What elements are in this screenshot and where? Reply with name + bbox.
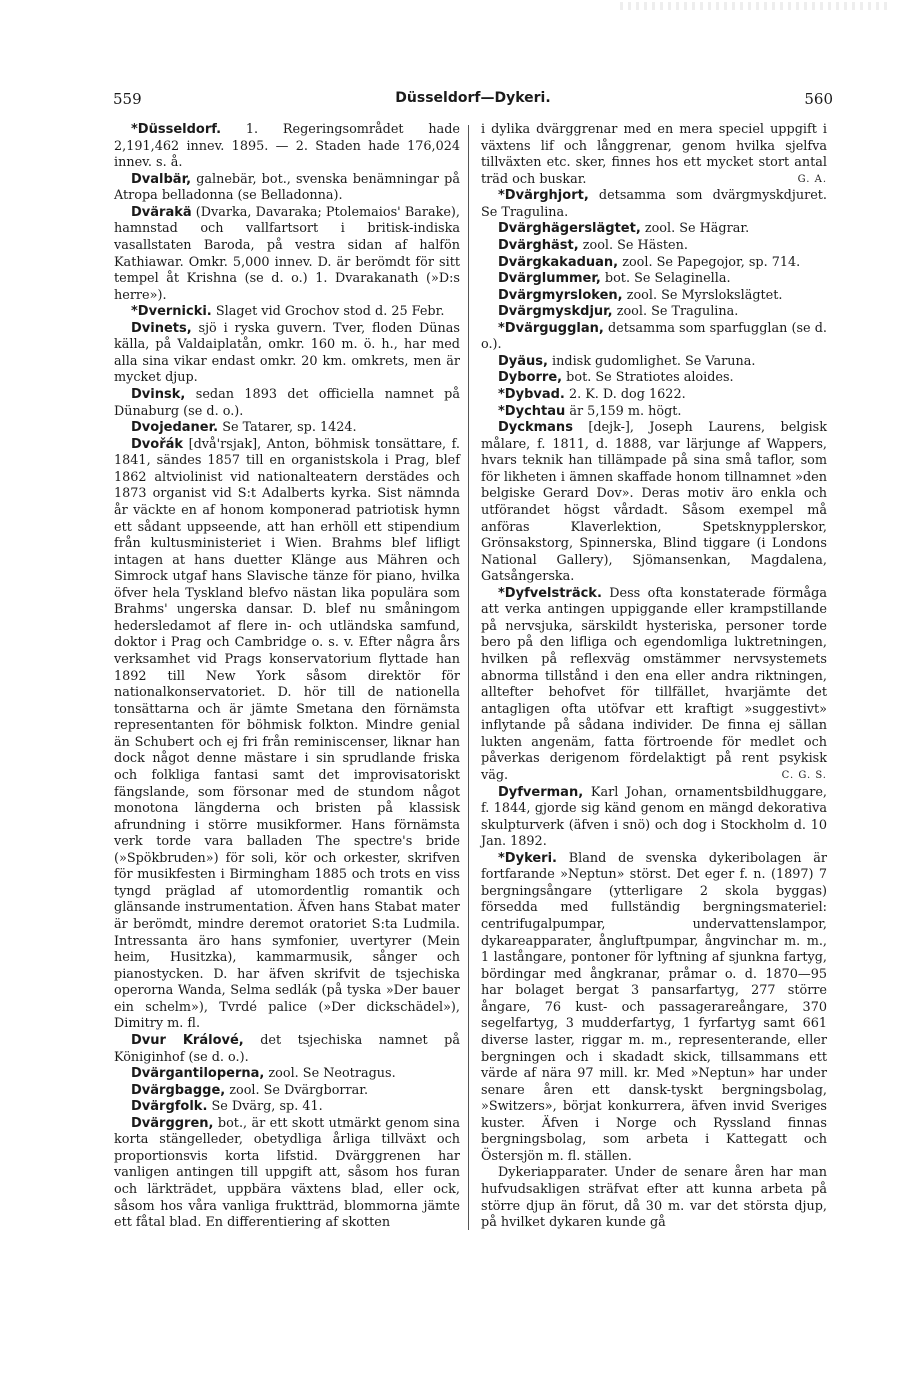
dictionary-entry (114, 1099, 460, 1116)
entry-text: bot. Se Selaginella. (604, 271, 731, 287)
dictionary-entry (114, 122, 460, 172)
entry-headword: Dvärgkakaduan, (498, 254, 619, 270)
entry-headword: *Dvernicki. (131, 304, 212, 320)
dictionary-entry (114, 1066, 460, 1083)
dictionary-entry (114, 387, 460, 420)
dictionary-entry (114, 304, 460, 321)
entry-headword: Dvärgantiloperna, (131, 1066, 265, 1082)
entry-headword: Dyckmans (498, 420, 573, 436)
dictionary-entry (481, 387, 827, 404)
entry-text: zool. Se Hästen. (582, 237, 688, 253)
author-signature: G. A. (797, 173, 827, 185)
entry-headword: Dvärgfolk. (131, 1099, 208, 1115)
entry-text: zool. Se Papegojor, sp. 714. (622, 254, 801, 270)
dictionary-entry (114, 1033, 460, 1066)
entry-text: 1. Regeringsområdet hade 2,191,462 innev. 1895. — 2. Staden hade 176,024 innev. s. å. (114, 122, 460, 171)
entry-headword: Dvärghäst, (498, 237, 579, 253)
entry-text: zool. Se Dvärgborrar. (229, 1082, 369, 1098)
entry-text: (Dvarka, Davaraka; Ptolemaios' Barake), hamnstad och vallfartsort i britisk-indiska vasallstaten Baroda, på vestra sidan af halfön Kathiawar. Omkr. 5,000 innev. D. är berömdt för sitt tempel åt Krishna (se d. o.) 1. Dvarakanath (»D:s herre»). (114, 204, 460, 303)
dictionary-entry (481, 420, 827, 586)
entry-headword: Dyäus, (498, 353, 548, 369)
entry-text: i dylika dvärggrenar med en mera speciel uppgift i växtens lif och långgrenar, genom hvilka sjelfva tillväxten etc. sker, finnes hos ett mycket stort antal träd och buskar. (481, 122, 827, 187)
dictionary-entry (481, 321, 827, 354)
entry-text: indisk gudomlighet. Se Varuna. (552, 353, 756, 369)
dictionary-entry (481, 404, 827, 421)
entry-headword: *Dvärgugglan, (498, 320, 604, 336)
page-number-left: 559 (113, 90, 142, 108)
entry-text: Karl Johan, ornamentsbildhuggare, f. 1844, gjorde sig känd genom en mängd dekorativa skulpturverk (äfven i snö) och dog i Stockholm d. 10 Jan. 1892. (481, 784, 827, 850)
dictionary-entry (114, 1116, 460, 1232)
entry-text: zool. Se Neotragus. (268, 1066, 396, 1082)
entry-headword: Dvur Králové, (131, 1032, 244, 1048)
entry-headword: *Dykeri. (498, 850, 557, 866)
entry-text: Se Tatarer, sp. 1424. (222, 420, 357, 436)
entry-headword: *Düsseldorf. (131, 122, 222, 137)
author-signature: C. G. S. (781, 769, 827, 781)
dictionary-entry (481, 304, 827, 321)
scan-artifact (620, 2, 890, 10)
dictionary-entry (481, 586, 827, 785)
entry-text: zool. Se Myrslokslägtet. (626, 287, 783, 303)
dictionary-entry (114, 1083, 460, 1100)
dictionary-entry (481, 288, 827, 305)
entry-text: detsamma som sparfugglan (se d. o.). (481, 320, 827, 353)
entry-headword: Dvinets, (131, 320, 192, 336)
dictionary-entry (481, 271, 827, 288)
entry-headword: Dvärghägerslägtet, (498, 221, 641, 237)
entry-headword: Dvärgmyskdjur, (498, 304, 613, 320)
entry-headword: Dyborre, (498, 370, 563, 386)
dictionary-entry (481, 1165, 827, 1231)
entry-headword: Dvalbär, (131, 171, 192, 187)
entry-text: zool. Se Hägrar. (644, 221, 750, 237)
dictionary-entry (481, 188, 827, 221)
entry-headword: Dyfverman, (498, 784, 584, 800)
entry-text: [dejk-], Joseph Laurens, belgisk målare, f. 1811, d. 1888, var lärjunge af Wappers, hvars teknik han tillämpade på sina små taflor, som för likheten i ämnen skaffade honom tillnamnet »den belgiske Gerard Dov». Deras motiv äro enkla och utförandet högst vårdadt. Såsom exempel må anföras Klaverlektion, Spetsknypplerskor, Grönsakstorg, Spinnerska, Blind tiggare (i Londons National Gallery), Sjömansenkan, Magdalena, Gatsångerska. (481, 420, 827, 585)
column-divider (468, 125, 469, 1230)
page-header (113, 90, 833, 112)
entry-text: [dvå'rsjak], Anton, böhmisk tonsättare, f. 1841, sändes 1857 till en organistskola i Prag, blef 1862 altviolinist vid nationalteatern derstädes och 1873 organist vid S:t Adalberts kyrka. Sist nämnda år väckte en af honom komponerad patriotisk hymn ett sådant uppseende, att han erhöll ett stipendium från kultusministeriet i Wien. Brahms blef lifligt intagen at hans duetter Klänge aus Mähren och Simrock utgaf hans Slavische tänze för piano, hvilka öfver hela Tyskland blefvo nästan lika populära som Brahms' ungerska dansar. D. blef nu småningom hedersledamot af flere in- och utländska samfund, doktor i Prag och Cambridge o. s. v. Efter några års verksamhet vid Prags konservatorium flyttade han 1892 till New York såsom direktör för nationalkonservatoriet. D. hör till de nationella tonsättarna och är jämte Smetana den förnämsta representanten för böhmisk folkton. Mindre genial än Schubert och ej fri från reminiscenser, liknar han dock något denne mästare i sin sprudlande friska och folkliga fantasi samt det improvisatoriskt fängslande, som försonar med de stundom något monotona längderna och bristen på klassisk afrundning i större musikformer. Hans förnämsta verk torde vara balladen The spectre's bride (»Spökbruden») för soli, kör och orkester, skrifven för musikfesten i Birmingham 1885 och trots en viss tyngd präglad af utomordentlig romantik och glänsande instrumentation. Äfven hans Stabat mater är berömdt, mindre deremot oratoriet S:ta Ludmila. Intressanta äro hans symfonier, uvertyrer (Mein heim, Husitzka), kammarmusik, sånger och pianostycken. D. har äfven skrifvit de tsjechiska operorna Wanda, Selma sedlák (på tyska »Der bauer ein schelm»), Tvrdé palice (»Der dickschädel»), Dimitry m. fl. (114, 436, 461, 1032)
entry-headword: *Dybvad. (498, 387, 565, 402)
right-column (481, 122, 827, 1232)
entry-headword: *Dychtau (498, 403, 566, 419)
dictionary-entry (481, 238, 827, 255)
entry-headword: *Dvärghjort, (498, 188, 589, 204)
dictionary-entry (481, 122, 827, 188)
dictionary-entry (114, 172, 460, 205)
entry-headword: Dvärglummer, (498, 271, 601, 287)
entry-text: zool. Se Tragulina. (616, 304, 739, 320)
entry-text: 2. K. D. dog 1622. (568, 387, 686, 402)
entry-headword: Dvärggren, (131, 1115, 214, 1131)
dictionary-entry (481, 785, 827, 851)
entry-text: Bland de svenska dykeribolagen är fortfarande »Neptun» störst. Det eger f. n. (1897) 7 bergningsångare (ytterligare 2 skola byggas) försedda med fullständig bergningsmateriel: centrifugalpumpar, undervattenslampor, dykareapparater, ångluftpumpar, ångvinchar m. m., 1 lastångare, pontoner för lyftning af sjunkna fartyg, bördingar med ångkranar, pråmar o. d. 1870—95 har bolaget bergat 3 pansarfartyg, 277 större ångare, 76 kust- och passagerareångare, 370 segelfartyg, 3 mudderfartyg, 1 fyrfartyg samt 661 diverse laster, riggar m. m., representerande, eller bergningen och i skadadt skick, tillsammans ett värde af nära 97 mill. kr. Med »Neptun» har under senare åren ett dansk-tyskt bergningsbolag, »Switzers», börjat konkurrera, äfven invid Sveriges kuster. Äfven i Norge och Ryssland finnas bergningsbolag, som arbeta i Kattegatt och Östersjön m. fl. ställen. (481, 850, 827, 1164)
page-number-right: 560 (804, 90, 833, 108)
dictionary-entry (114, 205, 460, 304)
entry-headword: Dvinsk, (131, 387, 186, 402)
dictionary-entry (481, 370, 827, 387)
left-column (114, 122, 460, 1232)
entry-text: Dykeriapparater. Under de senare åren har man hufvudsakligen sträfvat efter att kunna arbeta på större djup än förut, då 30 m. var det största djup, på hvilket dykaren kunde gå (481, 1165, 827, 1231)
entry-text: sedan 1893 det officiella namnet på Dünaburg (se d. o.). (114, 387, 460, 419)
entry-headword: Dvärakä (131, 204, 192, 220)
dictionary-entry (481, 255, 827, 272)
entry-text: Dess ofta konstaterade förmåga att verka antingen uppiggande eller krampstillande på nervsjuka, särskildt hysteriska, personer torde bero på den lifliga och egendomliga luktretningen, hvilken på reflexväg omstämmer nervsystemets abnorma tillstånd i den ena eller andra riktningen, alltefter behofvet för tillfället, hvarjämte det antagligen ofta utöfvar ett kraftigt »suggestivt» inflytande på sådana individer. De finna ej sällan lukten angenäm, fatta förtroende för medlet och påverkas derigenom fördelaktigt på rent psykisk väg. (481, 585, 827, 783)
dictionary-entry (481, 221, 827, 238)
entry-text: Se Dvärg, sp. 41. (211, 1099, 323, 1115)
entry-headword: Dvojedaner. (131, 420, 219, 436)
entry-text: bot. Se Stratiotes aloides. (566, 370, 734, 386)
entry-headword: Dvořák (131, 436, 184, 452)
dictionary-entry (481, 354, 827, 371)
entry-headword: Dvärgbagge, (131, 1082, 226, 1098)
entry-text: det tsjechiska namnet på Königinhof (se d. o.). (114, 1032, 460, 1065)
dictionary-entry (114, 437, 460, 1033)
entry-text: bot., är ett skott utmärkt genom sina korta stängelleder, obetydliga årliga tillväxt och proportionsvis korta lifstid. Dvärggrenen har vanligen antingen till uppgift att, såsom hos furan och lärkträdet, uppbära växtens blad, eller ock, såsom hos våra vanliga fruktträd, blommorna jämte ett fåtal blad. En differentiering af skotten (114, 1115, 460, 1231)
entry-text: sjö i ryska guvern. Tver, floden Dünas källa, på Valdaiplatån, omkr. 160 m. ö. h., har med alla sina vikar endast omkr. 20 km. omkrets, men är mycket djup. (114, 320, 460, 386)
dictionary-entry (114, 321, 460, 387)
dictionary-entry (114, 420, 460, 437)
entry-headword: *Dyfvelsträck. (498, 585, 602, 601)
entry-text: detsamma som dvärgmyskdjuret. Se Tragulina. (481, 188, 827, 220)
entry-text: är 5,159 m. högt. (569, 403, 682, 419)
entry-headword: Dvärgmyrsloken, (498, 287, 623, 303)
dictionary-entry (481, 851, 827, 1166)
entry-text: Slaget vid Grochov stod d. 25 Febr. (215, 304, 445, 320)
running-title: Düsseldorf—Dykeri. (395, 90, 551, 106)
entry-text: galnebär, bot., svenska benämningar på Atropa belladonna (se Belladonna). (114, 171, 460, 204)
